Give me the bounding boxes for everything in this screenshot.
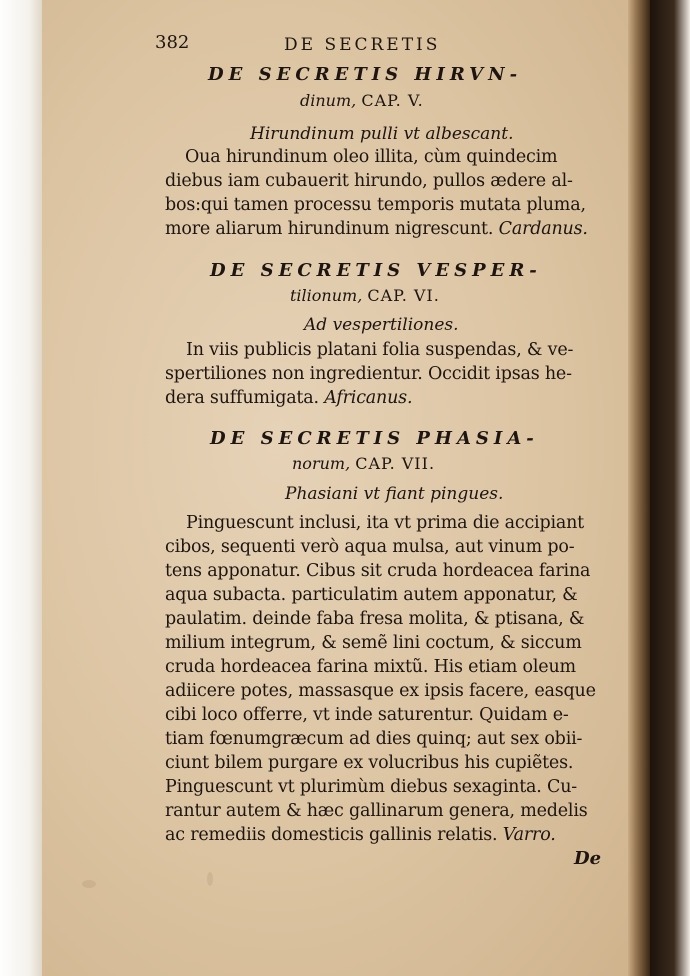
catchword: De: [574, 848, 602, 869]
body-line: diebus iam cubauerit hirundo, pullos ædere al-: [165, 171, 573, 191]
section-subtitle: Ad vespertiliones.: [304, 315, 459, 335]
chapter-title-continuation: tilionum,: [290, 286, 363, 305]
body-line: bos:qui tamen processu temporis mutata pluma,: [165, 195, 586, 215]
chapter-title-continuation: dinum,: [300, 91, 357, 110]
body-line: tens apponatur. Cibus sit cruda hordeacea farina: [165, 561, 591, 581]
body-line: In viis publicis platani folia suspendas, & ve-: [186, 340, 574, 360]
chapter-title: DE SECRETIS PHASIA-: [210, 428, 539, 449]
chapter-title: DE SECRETIS VESPER-: [210, 260, 542, 281]
body-line: [165, 218, 588, 240]
body-line: ciunt bilem purgare ex volucribus his cupiẽtes.: [165, 753, 574, 773]
chapter-title: DE SECRETIS HIRVN-: [208, 64, 523, 85]
chapter-title-continuation: norum,: [292, 454, 351, 473]
body-line: cruda hordeacea farina mixtũ. His etiam oleum: [165, 657, 576, 677]
author-citation: Varro.: [502, 825, 556, 845]
body-text: ac remediis domesticis gallinis relatis.: [165, 825, 498, 845]
body-line: [165, 387, 412, 409]
page-number: 382: [155, 32, 190, 53]
body-line: adiicere potes, massasque ex ipsis facere, easque: [165, 681, 596, 701]
chapter-number: CAP. VI.: [367, 286, 440, 305]
chapter-number: CAP. VII.: [355, 454, 436, 473]
body-line: cibi loco offerre, vt inde saturentur. Quidam e-: [165, 705, 569, 725]
chapter-subheading: [292, 453, 435, 475]
body-line: Oua hirundinum oleo illita, cùm quindecim: [185, 147, 558, 167]
body-line: milium integrum, & semẽ lini coctum, & siccum: [165, 633, 582, 653]
running-head: DE SECRETIS: [284, 35, 441, 55]
author-citation: Africanus.: [324, 388, 413, 408]
body-text: dera suffumigata.: [165, 388, 319, 408]
body-text: more aliarum hirundinum nigrescunt.: [165, 219, 494, 239]
body-line: Pinguescunt vt plurimùm diebus sexaginta. Cu-: [165, 777, 577, 797]
body-line: Pinguescunt inclusi, ita vt prima die accipiant: [186, 513, 584, 533]
body-line: paulatim. deinde faba fresa molita, & ptisana, &: [165, 609, 585, 629]
chapter-subheading: [290, 285, 440, 307]
body-line: cibos, sequenti verò aqua mulsa, aut vinum po-: [165, 537, 575, 557]
author-citation: Cardanus.: [498, 219, 588, 239]
body-line: spertiliones non ingredientur. Occidit ipsas he-: [165, 364, 572, 384]
section-subtitle: Hirundinum pulli vt albescant.: [250, 124, 514, 144]
body-line: [165, 824, 556, 846]
body-line: rantur autem & hæc gallinarum genera, medelis: [165, 801, 588, 821]
section-subtitle: Phasiani vt fiant pingues.: [285, 484, 504, 504]
chapter-subheading: [300, 90, 424, 112]
body-line: tiam fœnumgræcum ad dies quinq; aut sex obii-: [165, 729, 583, 749]
body-line: aqua subacta. particulatim autem apponatur, &: [165, 585, 578, 605]
chapter-number: CAP. V.: [361, 91, 424, 110]
